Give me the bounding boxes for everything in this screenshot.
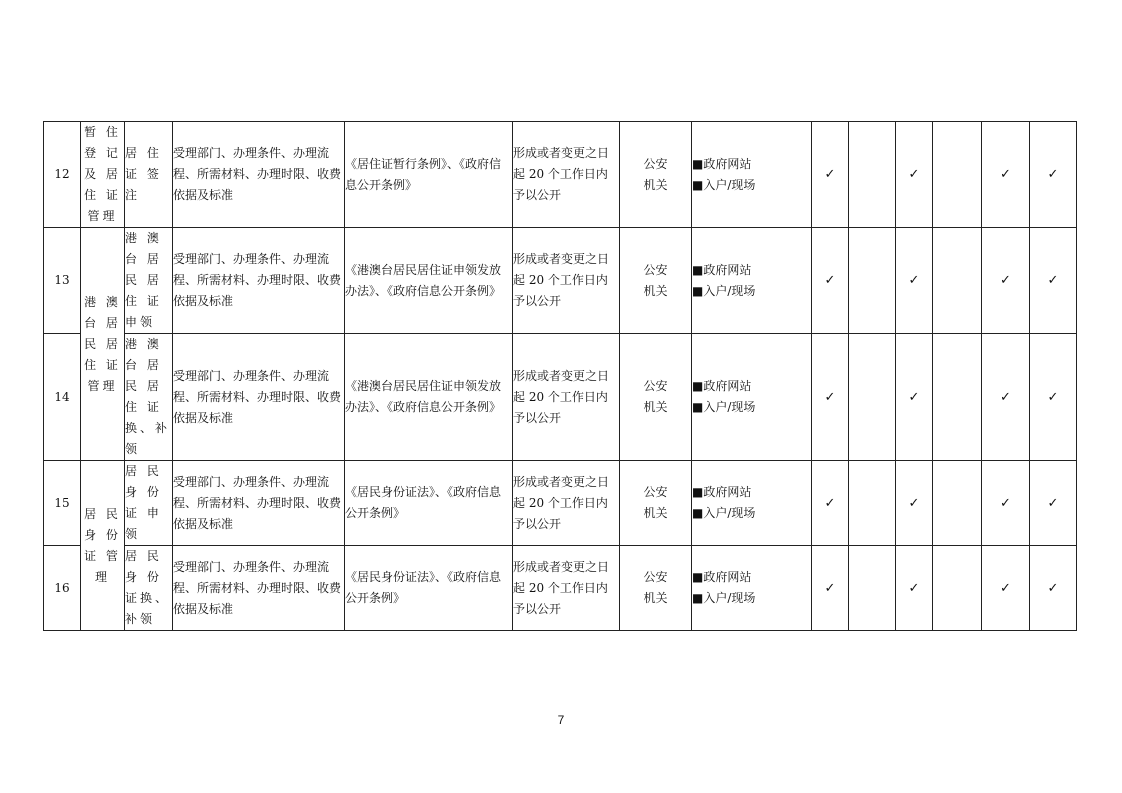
org-cell: 公安 机关 (620, 461, 692, 546)
table-row (44, 228, 1077, 334)
check-mark (849, 228, 896, 334)
time-limit-cell: 形成或者变更之日起 20 个工作日内予以公开 (513, 228, 620, 334)
check-mark: ✓ (982, 122, 1030, 228)
check-mark: ✓ (812, 334, 849, 461)
check-mark (849, 546, 896, 631)
check-mark (933, 546, 982, 631)
content-cell: 受理部门、办理条件、办理流程、所需材料、办理时限、收费依据及标准 (173, 228, 345, 334)
content-cell: 受理部门、办理条件、办理流程、所需材料、办理时限、收费依据及标准 (173, 334, 345, 461)
org-cell: 公安 机关 (620, 228, 692, 334)
check-mark (933, 334, 982, 461)
basis-cell: 《居住证暂行条例》、《政府信息公开条例》 (345, 122, 513, 228)
row-number: 16 (44, 546, 81, 631)
table-row (44, 461, 1077, 546)
content-cell: 受理部门、办理条件、办理流程、所需材料、办理时限、收费依据及标准 (173, 122, 345, 228)
check-mark: ✓ (982, 461, 1030, 546)
check-mark (849, 334, 896, 461)
check-mark: ✓ (896, 546, 933, 631)
check-mark (933, 228, 982, 334)
item-cell: 居 民 身 份 证换、 补领 (125, 546, 173, 631)
check-mark: ✓ (812, 546, 849, 631)
time-limit-cell: 形成或者变更之日起 20 个工作日内予以公开 (513, 122, 620, 228)
channel-cell: ■政府网站 ■入户/现场 (692, 461, 812, 546)
org-cell: 公安 机关 (620, 546, 692, 631)
check-mark (849, 461, 896, 546)
page-number: 7 (557, 713, 565, 727)
content-cell: 受理部门、办理条件、办理流程、所需材料、办理时限、收费依据及标准 (173, 546, 345, 631)
org-cell: 公安 机关 (620, 334, 692, 461)
check-mark: ✓ (896, 122, 933, 228)
check-mark: ✓ (812, 122, 849, 228)
table-row (44, 122, 1077, 228)
check-mark: ✓ (982, 334, 1030, 461)
time-limit-cell: 形成或者变更之日起 20 个工作日内予以公开 (513, 461, 620, 546)
basis-cell: 《港澳台居民居住证申领发放办法》、《政府信息公开条例》 (345, 228, 513, 334)
item-cell: 居 民 身 份 证 申 领 (125, 461, 173, 546)
channel-cell: ■政府网站 ■入户/现场 (692, 546, 812, 631)
row-number: 14 (44, 334, 81, 461)
check-mark: ✓ (812, 228, 849, 334)
basis-cell: 《居民身份证法》、《政府信息公开条例》 (345, 461, 513, 546)
item-cell: 港 澳 台 居 民 居 住 证 换、补 领 (125, 334, 173, 461)
check-mark: ✓ (1030, 546, 1077, 631)
check-mark (933, 122, 982, 228)
disclosure-table (43, 121, 1077, 631)
category-cell: 居 民 身 份 证 管 理 (81, 461, 125, 631)
basis-cell: 《港澳台居民居住证申领发放办法》、《政府信息公开条例》 (345, 334, 513, 461)
item-cell: 居 住 证 签 注 (125, 122, 173, 228)
time-limit-cell: 形成或者变更之日起 20 个工作日内予以公开 (513, 334, 620, 461)
check-mark: ✓ (812, 461, 849, 546)
check-mark: ✓ (982, 546, 1030, 631)
check-mark: ✓ (1030, 122, 1077, 228)
row-number: 13 (44, 228, 81, 334)
check-mark: ✓ (896, 334, 933, 461)
content-cell: 受理部门、办理条件、办理流程、所需材料、办理时限、收费依据及标准 (173, 461, 345, 546)
check-mark: ✓ (1030, 228, 1077, 334)
time-limit-cell: 形成或者变更之日起 20 个工作日内予以公开 (513, 546, 620, 631)
channel-cell: ■政府网站 ■入户/现场 (692, 228, 812, 334)
row-number: 12 (44, 122, 81, 228)
check-mark: ✓ (896, 461, 933, 546)
channel-cell: ■政府网站 ■入户/现场 (692, 334, 812, 461)
check-mark: ✓ (1030, 334, 1077, 461)
row-number: 15 (44, 461, 81, 546)
table-row (44, 546, 1077, 631)
table-row (44, 334, 1077, 461)
category-cell: 港 澳 台 居 民 居 住 证 管理 (81, 228, 125, 461)
check-mark: ✓ (982, 228, 1030, 334)
check-mark: ✓ (896, 228, 933, 334)
channel-cell: ■政府网站 ■入户/现场 (692, 122, 812, 228)
item-cell: 港 澳 台 居 民 居 住 证 申领 (125, 228, 173, 334)
category-cell: 暂 住 登 记 及 居 住 证 管理 (81, 122, 125, 228)
check-mark (849, 122, 896, 228)
basis-cell: 《居民身份证法》、《政府信息公开条例》 (345, 546, 513, 631)
org-cell: 公安 机关 (620, 122, 692, 228)
check-mark: ✓ (1030, 461, 1077, 546)
check-mark (933, 461, 982, 546)
